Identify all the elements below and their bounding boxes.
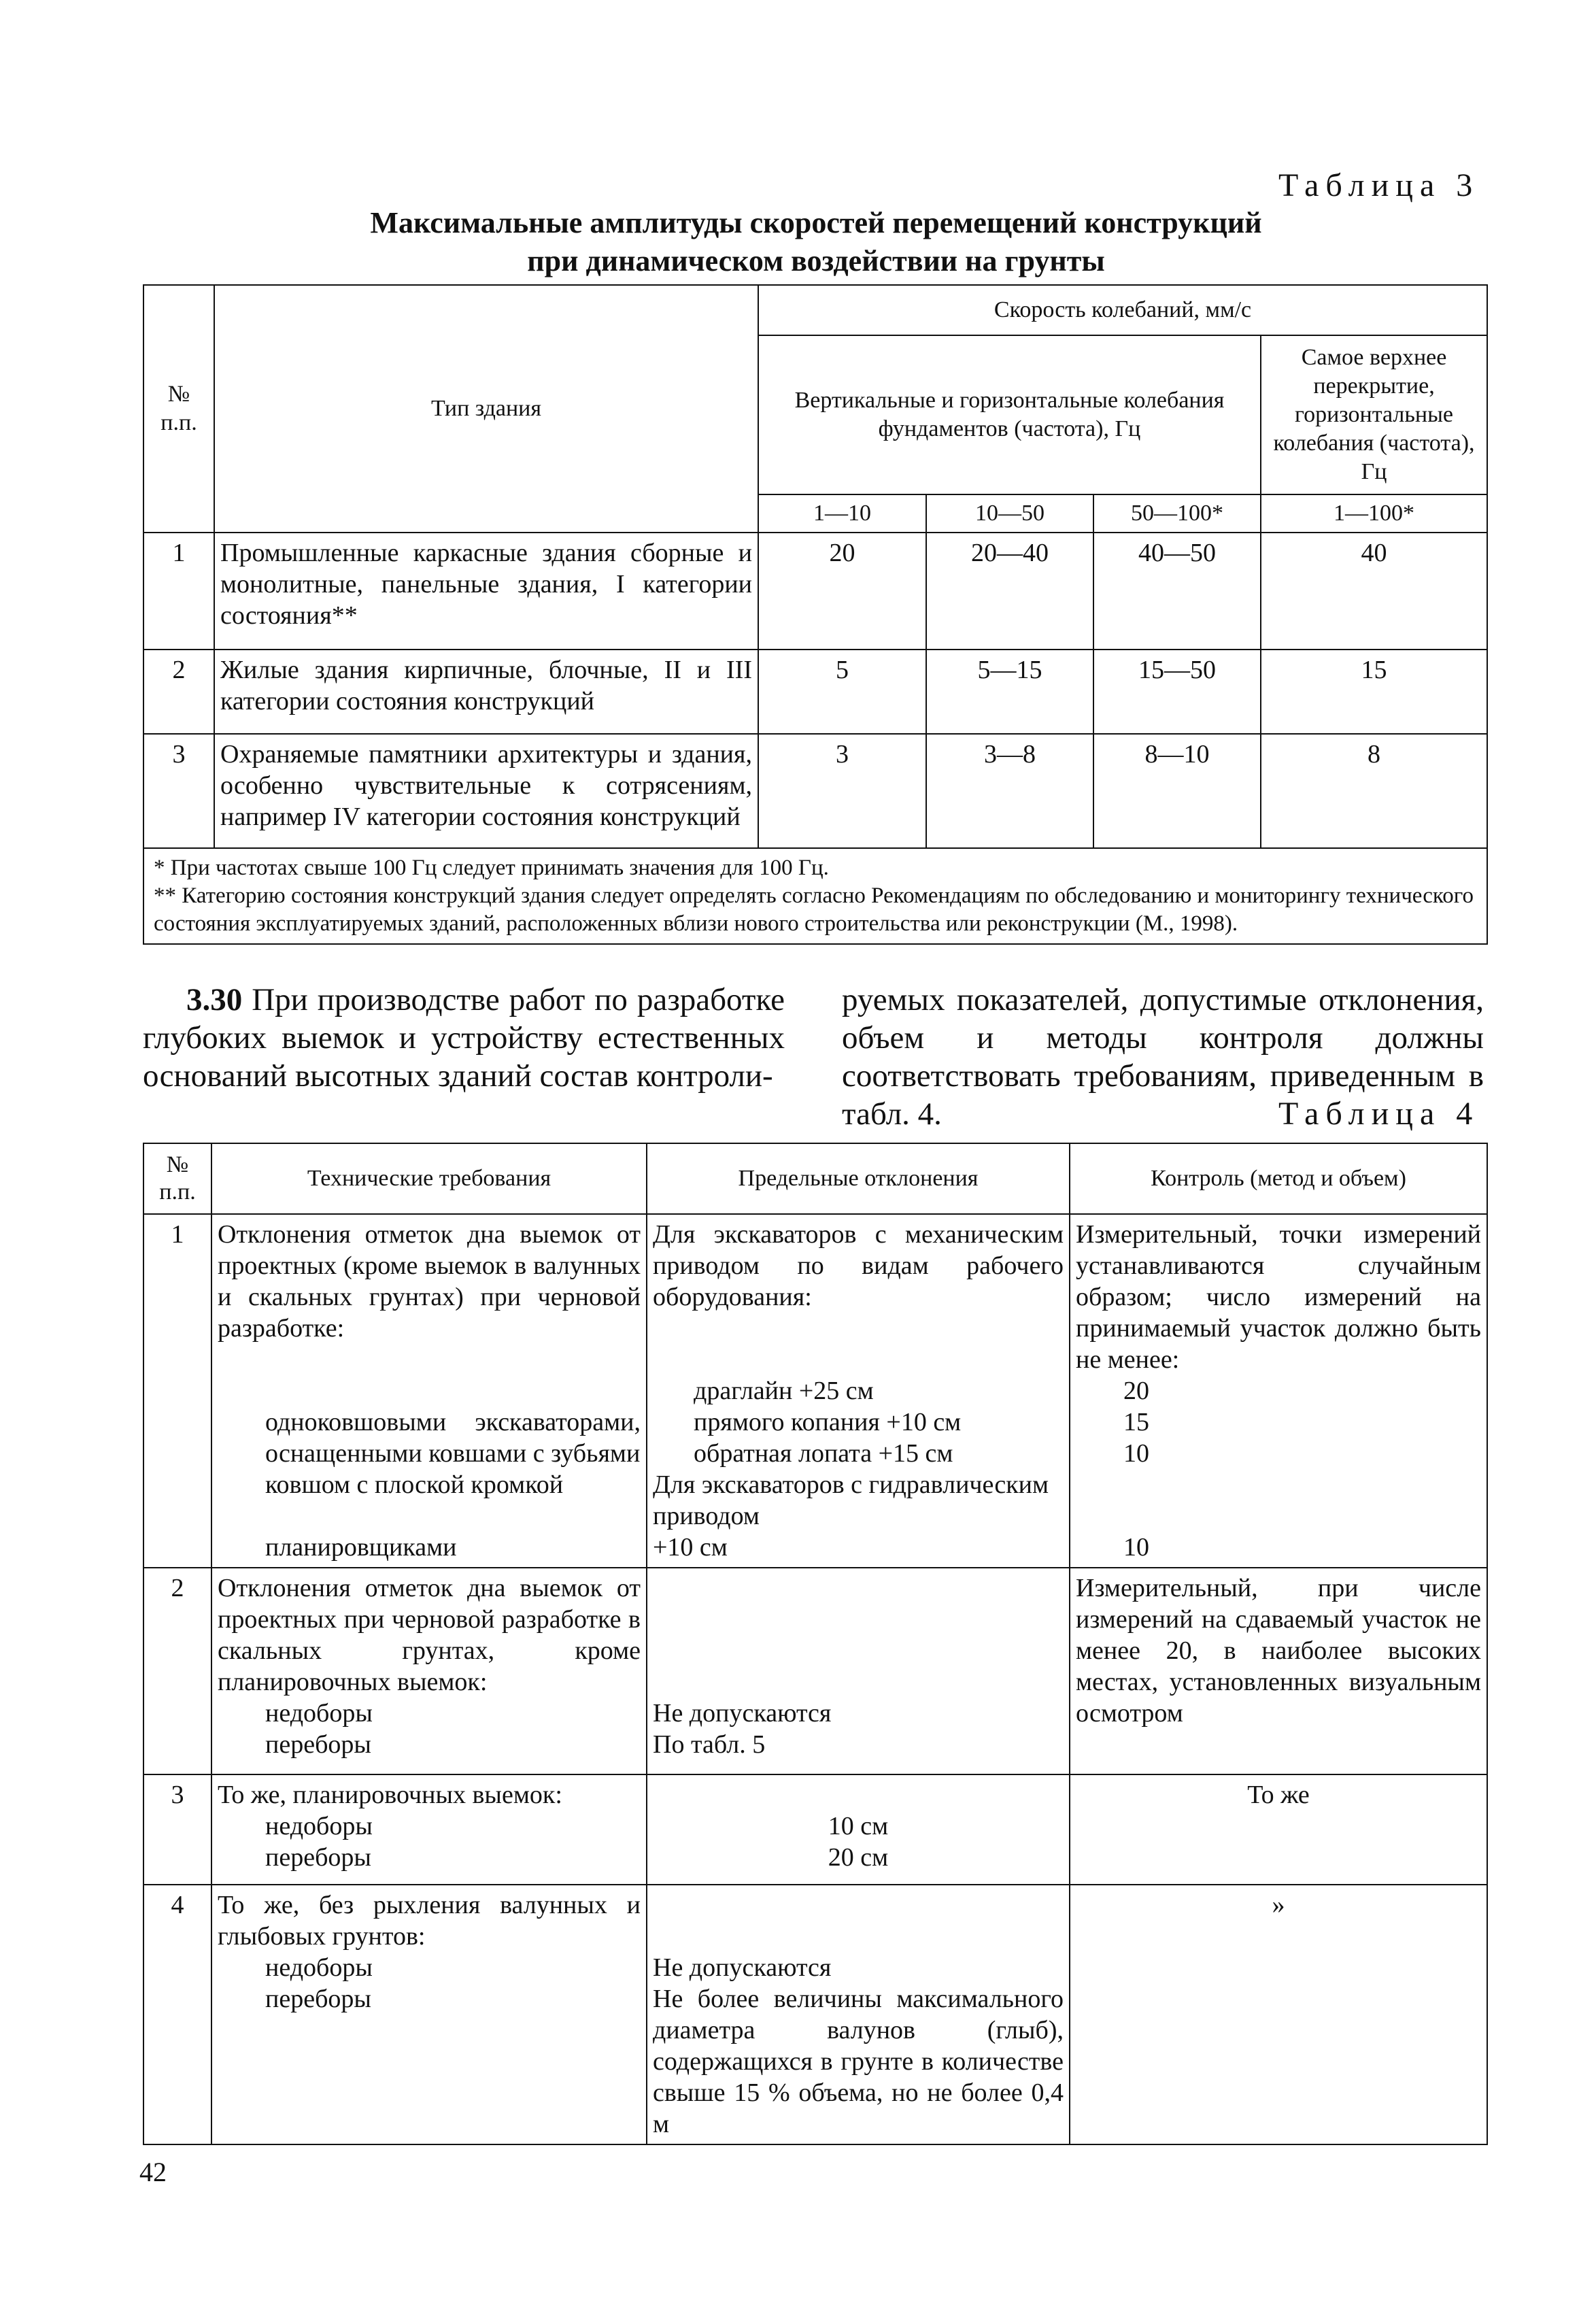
t3-header-num: № п.п.: [143, 285, 214, 533]
t3-row2-v2: 5—15: [926, 650, 1093, 734]
t4-row4-req-b: переборы: [265, 1985, 371, 2013]
t4-header-num: № п.п.: [143, 1143, 211, 1214]
t4-row1-ctrl-d: 10: [1123, 1533, 1149, 1562]
t4-row1-dev-d: Для экскаваторов с гидравлическим приводом: [653, 1470, 1055, 1530]
table-row: [143, 1885, 1487, 2144]
t4-row2-req-a: недоборы: [265, 1699, 373, 1728]
t3-freq-2: 10—50: [926, 494, 1093, 533]
t4-row3-num: 3: [143, 1774, 211, 1885]
t4-row2-dev-a: Не допускаются: [653, 1699, 832, 1728]
t3-header-foundation: Вертикальные и горизонтальные колебания фундаментов (частота), Гц: [758, 335, 1261, 494]
table3-title-line2: при динамическом воздействии на грунты: [527, 244, 1105, 277]
t4-row2-num: 2: [143, 1568, 211, 1774]
t3-row1-v2: 20—40: [926, 533, 1093, 650]
t4-header-dev: Предельные отклонения: [647, 1143, 1070, 1214]
t4-row3-req-main: То же, планировочных выемок:: [218, 1781, 562, 1809]
paragraph-left-column: [143, 981, 785, 1095]
table3-notes: [143, 848, 1487, 944]
t3-header-top-floor: Самое верхнее перекрытие, горизонтальные колебания (частота), Гц: [1261, 335, 1487, 494]
table-row: [143, 734, 1487, 848]
t3-freq-4: 1—100*: [1261, 494, 1487, 533]
paragraph-right-text: руемых показателей, допустимые отклонения, объем и методы контроля должны соответствовать требованиям, приведенным в табл. 4.: [842, 982, 1484, 1132]
t4-row2-dev: [647, 1568, 1070, 1774]
t4-row2-req-b: переборы: [265, 1730, 371, 1759]
t3-row1-v4: 40: [1261, 533, 1487, 650]
table4-label: Таблица 4: [1278, 1096, 1480, 1132]
t4-row4-req-main: То же, без рыхления валунных и глыбовых грунтов:: [218, 1891, 647, 1951]
t4-row4-dev-a: Не допускаются: [653, 1953, 832, 1982]
t3-row3-v1: 3: [758, 734, 926, 848]
t3-row3-type: Охраняемые памятники архитектуры и здания, особенно чувствительные к сотрясениям, например IV категории состояния конструкций: [214, 734, 758, 848]
t4-row1-req-main: Отклонения отметок дна выемок от проектных (кроме выемок в валунных и скальных грунтах) при черновой разработке:: [218, 1220, 647, 1343]
table3-note-2: ** Категорию состояния конструкций здания следует определять согласно Рекомендациям по обследованию и мониторингу технического состояния эксплуатируемых зданий, расположенных вблизи нового строительства или реконструкции (М., 1998).: [154, 883, 1474, 936]
t4-row4-req: [211, 1885, 647, 2144]
table-row: [143, 650, 1487, 734]
t4-row2-ctrl: Измерительный, при числе измерений на сдаваемый участок не менее 20, в наиболее высоких местах, установленных визуальным осмотром: [1070, 1568, 1487, 1774]
t4-row4-dev-b: Не более величины максимального диаметра валунов (глыб), содержащихся в грунте в количестве свыше 15 % объема, но не более 0,4 м: [653, 1985, 1070, 2138]
t4-row2-dev-b: По табл. 5: [653, 1730, 766, 1759]
table3-title-line1: Максимальные амплитуды скоростей перемещений конструкций: [370, 206, 1262, 239]
t4-row1-req-c: планировщиками: [265, 1533, 457, 1562]
t4-row1-req-a: одноковшовыми экскаваторами, оснащенными ковшами с зубьями: [265, 1408, 647, 1468]
t4-row1-ctrl-main: Измерительный, точки измерений устанавливаются случайным образом; число измерений на принимаемый участок должно быть не менее:: [1076, 1220, 1488, 1374]
t3-row1-v3: 40—50: [1093, 533, 1261, 650]
table3-note-1: * При частотах свыше 100 Гц следует принимать значения для 100 Гц.: [154, 856, 829, 880]
table3-title: [224, 204, 1408, 280]
t4-row1-dev-b: прямого копания +10 см: [694, 1408, 962, 1436]
t3-row3-v4: 8: [1261, 734, 1487, 848]
t4-row3-req-b: переборы: [265, 1843, 371, 1872]
t4-row3-req-a: недоборы: [265, 1812, 373, 1840]
t3-freq-1: 1—10: [758, 494, 926, 533]
t3-header-speed: Скорость колебаний, мм/с: [758, 285, 1487, 335]
t4-row3-dev-a: 10 см: [828, 1812, 889, 1840]
table-row: [143, 1214, 1487, 1568]
t3-row3-v3: 8—10: [1093, 734, 1261, 848]
paragraph-left-text: При производстве работ по разработке глубоких выемок и устройству естественных оснований высотных зданий состав контроли-: [143, 982, 785, 1094]
table-row: [143, 533, 1487, 650]
t4-row3-dev: [647, 1774, 1070, 1885]
t4-row3-ctrl: То же: [1070, 1774, 1487, 1885]
t4-header-req: Технические требования: [211, 1143, 647, 1214]
t4-row1-req: [211, 1214, 647, 1568]
t3-row1-type: Промышленные каркасные здания сборные и монолитные, панельные здания, I категории состояния**: [214, 533, 758, 650]
t4-row1-dev-c: обратная лопата +15 см: [694, 1439, 953, 1468]
t4-row1-ctrl: [1070, 1214, 1487, 1568]
t4-row4-ctrl: »: [1070, 1885, 1487, 2144]
t4-header-ctrl: Контроль (метод и объем): [1070, 1143, 1487, 1214]
table-row: [143, 1568, 1487, 1774]
t3-row3-v2: 3—8: [926, 734, 1093, 848]
t4-row4-req-a: недоборы: [265, 1953, 373, 1982]
t4-row4-num: 4: [143, 1885, 211, 2144]
t3-row2-v1: 5: [758, 650, 926, 734]
table4: [143, 1143, 1488, 2145]
t4-row3-req: [211, 1774, 647, 1885]
table3-notes-row: [143, 848, 1487, 944]
t3-row2-num: 2: [143, 650, 214, 734]
t3-row2-v4: 15: [1261, 650, 1487, 734]
t3-row2-type: Жилые здания кирпичные, блочные, II и III категории состояния конструкций: [214, 650, 758, 734]
table-row: [143, 1774, 1487, 1885]
t4-row1-req-b: ковшом с плоской кромкой: [265, 1470, 564, 1499]
t4-row1-dev-a: драглайн +25 см: [694, 1377, 874, 1405]
t3-row1-num: 1: [143, 533, 214, 650]
paragraph-number: 3.30: [186, 982, 243, 1017]
t3-row1-v1: 20: [758, 533, 926, 650]
t3-row3-num: 3: [143, 734, 214, 848]
t4-row1-dev-e: +10 см: [653, 1533, 728, 1562]
t4-row1-dev: [647, 1214, 1070, 1568]
t4-row1-dev-main: Для экскаваторов с механическим приводом по видам рабочего оборудования:: [653, 1220, 1070, 1311]
t4-row1-num: 1: [143, 1214, 211, 1568]
t3-row2-v3: 15—50: [1093, 650, 1261, 734]
table3-label: Таблица 3: [1278, 167, 1480, 203]
t4-row1-ctrl-c: 10: [1123, 1439, 1149, 1468]
t4-row1-ctrl-a: 20: [1123, 1377, 1149, 1405]
t4-row3-dev-b: 20 см: [828, 1843, 889, 1872]
t3-freq-3: 50—100*: [1093, 494, 1261, 533]
page-number: 42: [139, 2157, 167, 2187]
t4-row2-req-main: Отклонения отметок дна выемок от проектных при черновой разработке в скальных грунтах, кроме планировочных выемок:: [218, 1574, 647, 1696]
t4-row4-dev: [647, 1885, 1070, 2144]
t3-header-type: Тип здания: [214, 285, 758, 533]
t4-row1-ctrl-b: 15: [1123, 1408, 1149, 1436]
t4-row2-req: [211, 1568, 647, 1774]
table3: [143, 284, 1488, 945]
